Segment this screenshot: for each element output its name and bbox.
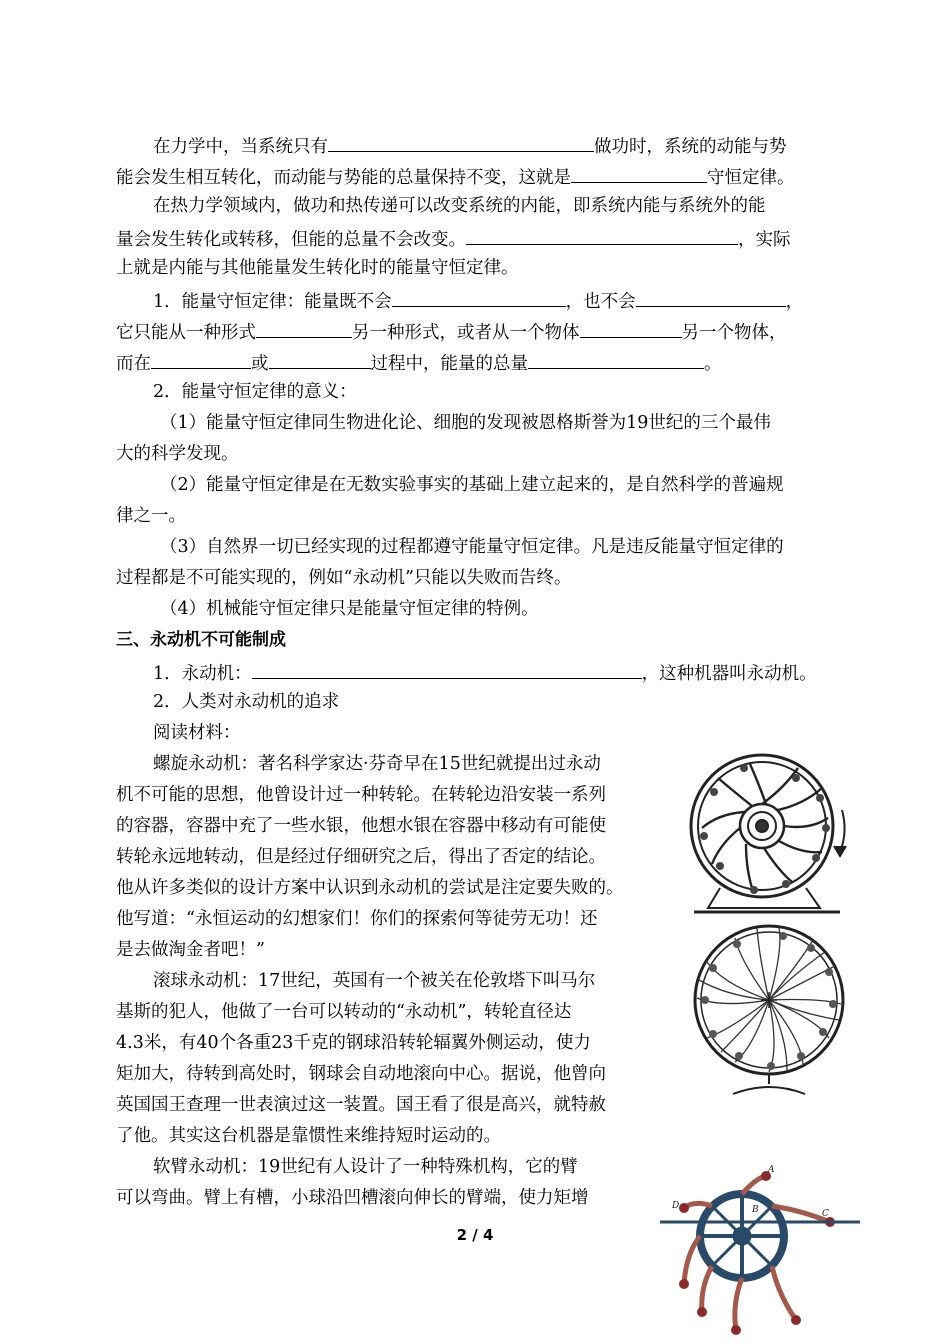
label-a: A: [768, 1165, 775, 1175]
text-line: 了他。其实这台机器是靠惯性来维持短时运动的。: [116, 1126, 501, 1146]
text-line: 软臂永动机：19世纪有人设计了一种特殊机构，它的臂: [153, 1157, 578, 1177]
fill-blank[interactable]: [466, 222, 738, 245]
fill-blank[interactable]: [636, 284, 786, 307]
text-line: 2．人类对永动机的追求: [153, 692, 340, 712]
soft-arm-wheel-figure: [660, 1164, 860, 1344]
text-line: 转轮永远地转动，但是经过仔细研究之后，得出了否定的结论。: [116, 847, 606, 867]
fill-blank[interactable]: [252, 656, 642, 679]
text-line: 在热力学领域内，做功和热传递可以改变系统的内能，即系统内能与系统外的能: [153, 196, 766, 216]
text-line: 1．永动机： ，这种机器叫永动机。: [153, 656, 873, 687]
fill-blank[interactable]: [269, 346, 371, 369]
fill-blank[interactable]: [580, 315, 682, 338]
text-line: 可以弯曲。臂上有槽，小球沿凹槽滚向伸长的臂端，使力矩增: [116, 1188, 589, 1208]
fill-blank[interactable]: [256, 315, 352, 338]
fill-blank[interactable]: [571, 160, 707, 183]
text-line: 上就是内能与其他能量发生转化时的能量守恒定律。: [116, 258, 519, 278]
text-line: 2．能量守恒定律的意义：: [153, 382, 357, 402]
text-line: 它只能从一种形式 另一种形式，或者从一个物体 另一个物体，: [116, 315, 836, 346]
text-line: 英国国王查理一世表演过这一装置。国王看了很是高兴，就特赦: [116, 1095, 606, 1115]
text-line: 能会发生相互转化，而动能与势能的总量保持不变，这就是 守恒定律。: [116, 160, 836, 191]
page-number: 2 / 4: [456, 1226, 494, 1244]
text-line: 矩加大，待转到高处时，钢球会自动地滚向中心。据说，他曾向: [116, 1064, 606, 1084]
text-line: 过程都是不可能实现的，例如“永动机”只能以失败而告终。: [116, 568, 572, 588]
text-line: 而在 或 过程中，能量的总量 。: [116, 346, 836, 377]
text-line: 基斯的犯人，他做了一台可以转动的“永动机”，转轮直径达: [116, 1002, 572, 1022]
rolling-ball-wheel-figure: [683, 920, 863, 1100]
text-line: （1）能量守恒定律同生物进化论、细胞的发现被恩格斯誉为19世纪的三个最伟: [160, 413, 771, 433]
fill-blank[interactable]: [528, 346, 704, 369]
text-line: （4）机械能守恒定律只是能量守恒定律的特例。: [160, 599, 539, 619]
spiral-wheel-figure: [680, 748, 860, 916]
text-line: 阅读材料：: [153, 723, 241, 743]
text-line: 他从许多类似的设计方案中认识到永动机的尝试是注定要失败的。: [116, 878, 624, 898]
label-c: C: [822, 1209, 829, 1219]
label-d: D: [672, 1201, 680, 1211]
text-line: 机不可能的思想，他曾设计过一种转轮。在转轮边沿安装一系列: [116, 785, 606, 805]
text-line: 他写道：“永恒运动的幻想家们！你们的探索何等徒劳无功！还: [116, 909, 598, 929]
text-line: 大的科学发现。: [116, 444, 239, 464]
text-line: （3）自然界一切已经实现的过程都遵守能量守恒定律。凡是违反能量守恒定律的: [160, 537, 784, 557]
text-line: 律之一。: [116, 506, 186, 526]
text-line: 1．能量守恒定律：能量既不会 ，也不会 ，: [153, 284, 873, 315]
text-line: 在力学中，当系统只有 做功时，系统的动能与势: [153, 129, 873, 160]
fill-blank[interactable]: [151, 346, 251, 369]
text-line: （2）能量守恒定律是在无数实验事实的基础上建立起来的，是自然科学的普遍规: [160, 475, 784, 495]
section-heading: 三、永动机不可能制成: [116, 630, 286, 650]
text-line: 是去做淘金者吧！”: [116, 940, 265, 960]
text-line: 4.3米，有40个各重23千克的钢球沿转轮辐翼外侧运动，使力: [116, 1033, 591, 1053]
text-line: 量会发生转化或转移，但能的总量不会改变。 ，实际: [116, 222, 836, 253]
text-line: 螺旋永动机：著名科学家达·芬奇早在15世纪就提出过永动: [153, 754, 601, 774]
fill-blank[interactable]: [392, 284, 566, 307]
text-line: 滚球永动机：17世纪，英国有一个被关在伦敦塔下叫马尔: [153, 971, 596, 991]
text-line: 的容器，容器中充了一些水银，他想水银在容器中移动有可能使: [116, 816, 606, 836]
fill-blank[interactable]: [328, 129, 594, 152]
label-b: B: [752, 1205, 759, 1215]
